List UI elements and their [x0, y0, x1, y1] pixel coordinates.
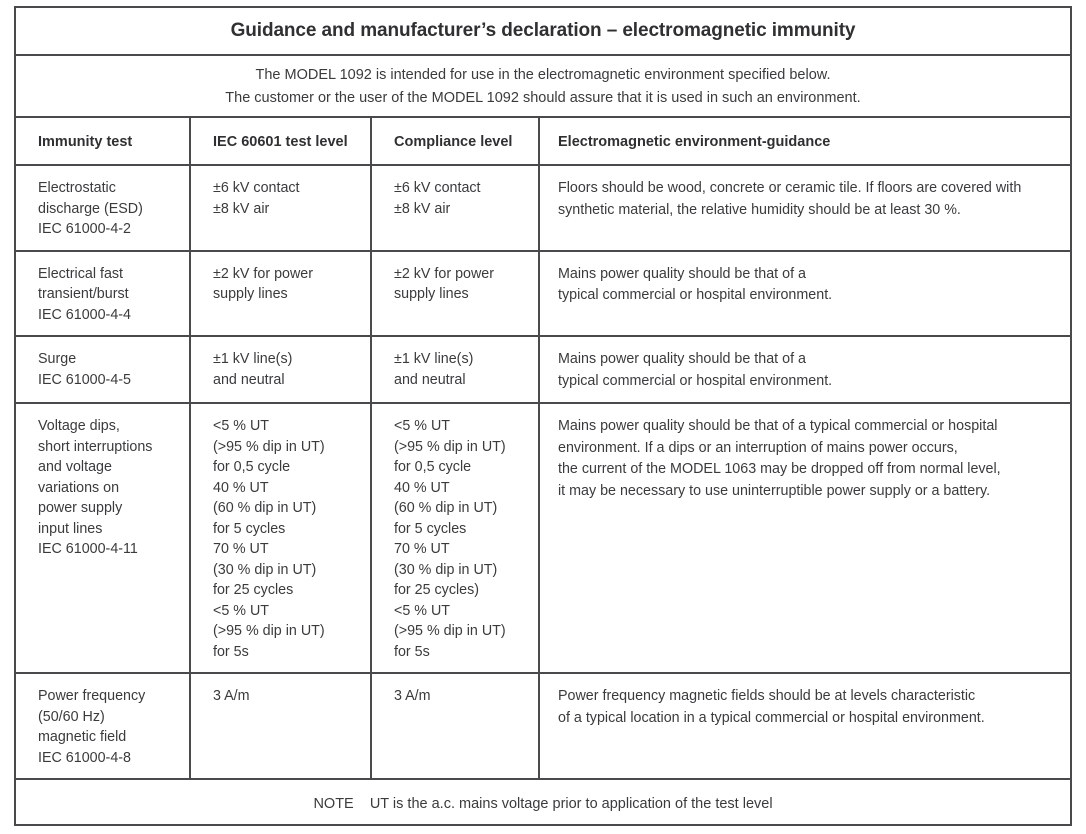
column-header-label: Immunity test [38, 134, 133, 150]
cell-line: short interruptions [38, 438, 153, 455]
cell-line: discharge (ESD) [38, 200, 143, 217]
cell-iec-test-level [191, 337, 372, 402]
cell-line: Mains power quality should be that of a typical commercial or hospital [558, 418, 998, 434]
cell-line: transient/burst [38, 286, 129, 302]
intro-line-2: The customer or the user of the MODEL 1092 should assure that it is used in such an environment. [225, 90, 861, 106]
emc-immunity-table [14, 6, 1072, 826]
table-header-row [16, 118, 1070, 166]
cell-compliance-level [372, 404, 540, 672]
cell-line: magnetic field [38, 729, 127, 745]
cell-line: ±2 kV for power [213, 265, 314, 282]
cell-line: ±6 kV contact [394, 180, 481, 196]
cell-line: (>95 % dip in UT) [213, 623, 325, 639]
cell-line: power supply [38, 500, 123, 516]
cell-line: Mains power quality should be that of a [558, 265, 806, 282]
cell-iec-test-level [191, 404, 372, 672]
cell-line: Floors should be wood, concrete or ceramic tile. If floors are covered with [558, 180, 1022, 196]
cell-immunity-test [16, 252, 191, 336]
cell-line: ±1 kV line(s) [394, 351, 474, 367]
cell-line: Power frequency magnetic fields should be at levels characteristic [558, 688, 976, 704]
cell-compliance-level [372, 674, 540, 778]
cell-line: supply lines [394, 286, 469, 302]
cell-line: for 25 cycles) [394, 582, 480, 598]
cell-line: for 0,5 cycle [213, 459, 291, 475]
cell-line: environment. If a dips or an interruption of mains power occurs, [558, 439, 958, 456]
cell-line: for 5s [213, 643, 249, 660]
cell-line: (50/60 Hz) [38, 708, 105, 725]
cell-line: ±1 kV line(s) [213, 351, 293, 367]
column-header-label: Electromagnetic environment-guidance [558, 134, 831, 150]
cell-line: Surge [38, 351, 77, 367]
table-row [16, 337, 1070, 404]
cell-environment-guidance [540, 674, 1070, 778]
cell-compliance-level [372, 252, 540, 336]
cell-line: (30 % dip in UT) [394, 561, 498, 578]
cell-environment-guidance [540, 252, 1070, 336]
cell-line: ±8 kV air [394, 200, 451, 217]
cell-line: 3 A/m [394, 688, 431, 704]
cell-line: ±2 kV for power [394, 265, 495, 282]
cell-line: Electrical fast [38, 265, 124, 282]
cell-line: input lines [38, 520, 103, 537]
cell-iec-test-level [191, 674, 372, 778]
table-row [16, 166, 1070, 252]
cell-line: (>95 % dip in UT) [394, 623, 506, 639]
cell-line: for 5 cycles [394, 520, 467, 537]
cell-compliance-level [372, 337, 540, 402]
cell-line: 40 % UT [394, 479, 450, 496]
cell-line: Mains power quality should be that of a [558, 351, 806, 367]
column-header-compliance-level [372, 118, 540, 164]
cell-line: 40 % UT [213, 479, 269, 496]
cell-line: IEC 61000-4-8 [38, 749, 131, 766]
cell-compliance-level [372, 166, 540, 250]
cell-line: supply lines [213, 286, 288, 302]
cell-environment-guidance [540, 337, 1070, 402]
cell-line: (30 % dip in UT) [213, 561, 317, 578]
table-row [16, 252, 1070, 338]
cell-line: (60 % dip in UT) [213, 500, 317, 516]
table-title-band [16, 8, 1070, 56]
page-title: Guidance and manufacturer’s declaration – electromagnetic immunity [230, 20, 856, 41]
cell-line: variations on [38, 479, 120, 496]
table-row [16, 674, 1070, 780]
cell-line: typical commercial or hospital environment. [558, 372, 833, 389]
cell-line: for 25 cycles [213, 582, 294, 598]
cell-line: for 5s [394, 643, 430, 660]
table-row [16, 404, 1070, 674]
cell-line: it may be necessary to use uninterruptible power supply or a battery. [558, 482, 991, 499]
cell-iec-test-level [191, 252, 372, 336]
cell-line: <5 % UT [213, 418, 270, 434]
cell-line: <5 % UT [394, 602, 451, 619]
intro-line-1: The MODEL 1092 is intended for use in the electromagnetic environment specified below. [255, 67, 831, 83]
cell-line: IEC 61000-4-11 [38, 541, 138, 557]
cell-immunity-test [16, 337, 191, 402]
column-header-label: IEC 60601 test level [213, 134, 348, 150]
cell-line: for 5 cycles [213, 520, 286, 537]
column-header-label: Compliance level [394, 134, 513, 150]
cell-line: IEC 61000-4-4 [38, 306, 131, 323]
cell-line: ±8 kV air [213, 200, 270, 217]
cell-iec-test-level [191, 166, 372, 250]
cell-line: IEC 61000-4-5 [38, 371, 131, 388]
cell-line: typical commercial or hospital environment. [558, 287, 833, 303]
cell-line: Electrostatic [38, 180, 116, 196]
column-header-immunity-test [16, 118, 191, 164]
cell-line: (>95 % dip in UT) [394, 438, 506, 455]
cell-immunity-test [16, 166, 191, 250]
cell-line: ±6 kV contact [213, 180, 300, 196]
cell-line: 3 A/m [213, 688, 250, 704]
cell-line: Voltage dips, [38, 418, 120, 434]
cell-line: IEC 61000-4-2 [38, 221, 131, 237]
column-header-environment-guidance [540, 118, 1070, 164]
cell-line: (>95 % dip in UT) [213, 438, 325, 455]
cell-line: 70 % UT [394, 541, 450, 557]
cell-line: Power frequency [38, 688, 146, 704]
note-text: NOTE UT is the a.c. mains voltage prior to application of the test level [313, 796, 773, 812]
cell-immunity-test [16, 674, 191, 778]
cell-line: of a typical location in a typical commercial or hospital environment. [558, 709, 985, 726]
cell-environment-guidance [540, 404, 1070, 672]
cell-line: for 0,5 cycle [394, 459, 472, 475]
cell-line: <5 % UT [394, 418, 451, 434]
cell-immunity-test [16, 404, 191, 672]
cell-line: and neutral [213, 371, 285, 388]
cell-line: (60 % dip in UT) [394, 500, 498, 516]
table-note-band [16, 780, 1070, 828]
cell-environment-guidance [540, 166, 1070, 250]
cell-line: the current of the MODEL 1063 may be dropped off from normal level, [558, 461, 1001, 477]
cell-line: and neutral [394, 371, 466, 388]
cell-line: <5 % UT [213, 602, 270, 619]
table-intro-band [16, 56, 1070, 118]
cell-line: and voltage [38, 459, 112, 475]
cell-line: synthetic material, the relative humidity should be at least 30 %. [558, 201, 961, 218]
table-body [16, 166, 1070, 780]
cell-line: 70 % UT [213, 541, 269, 557]
column-header-iec-test-level [191, 118, 372, 164]
